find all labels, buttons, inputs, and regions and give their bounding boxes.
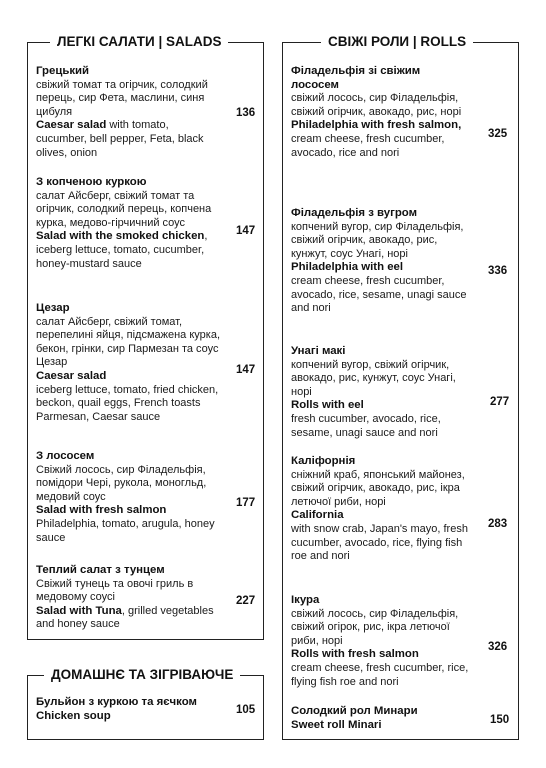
rolls-section [282, 34, 519, 740]
item-name-en: Philadelphia with fresh salmon, [291, 119, 462, 132]
menu-item-tuna [36, 564, 221, 632]
item-name-ua: Цезар [36, 302, 70, 314]
item-desc-ua: салат Айсберг, свіжий томат та огірчик, солодкий перець, копчена курка, медово-гірчичний соус [36, 189, 212, 229]
item-desc-en: , iceberg lettuce, tomato, cucumber, honey-mustard sauce [36, 230, 208, 270]
item-name-en: Salad with Tuna [36, 604, 122, 617]
menu-item-unagi-maki [291, 345, 471, 440]
item-name-en: Chicken soup [36, 709, 111, 722]
item-desc-ua: салат Айсберг, свіжий томат, перепелині яйця, підсмажена курка, бекон, грінки, сир Пармезан та соус Цезар [36, 315, 221, 369]
item-name-en: Salad with fresh salmon [36, 504, 167, 517]
item-price: 150 [490, 714, 510, 726]
menu-item-smoked-chicken [36, 176, 221, 271]
item-name-ua: Ікура [291, 594, 320, 606]
menu-item-caesar [36, 302, 221, 424]
item-name-ua: Бульйон з куркою та яєчком [36, 696, 197, 708]
salads-title: ЛЕГКІ САЛАТИ | SALADS [50, 34, 228, 50]
item-name-ua: Теплий салат з тунцем [36, 564, 165, 576]
item-name-ua: З копченою куркою [36, 176, 147, 188]
item-desc-en: fresh cucumber, avocado, rice, sesame, unagi sauce and nori [291, 412, 441, 439]
item-name-en: Rolls with fresh salmon [291, 648, 419, 661]
item-name-ua: Грецький [36, 65, 90, 77]
item-desc-ua: копчений вугор, сир Філадельфія, свіжий огірчик, авокадо, рис, кунжут, соус Унагі, норі [291, 220, 464, 260]
item-desc-ua: свіжий лосось, сир Філадельфія, свіжий огірок, рис, ікра летючої риби, норі [291, 607, 459, 647]
home-section [27, 667, 264, 740]
item-desc-ua: Свіжий лосось, сир Філадельфія, помідори Чері, рукола, моногльд, медовий соус [36, 463, 207, 503]
item-name-ua: З лососем [36, 450, 95, 462]
item-desc-ua: сніжний краб, японський майонез, свіжий огірчик, авокадо, рис, ікра летючої риби, норі [291, 468, 465, 508]
salads-section [27, 34, 264, 640]
item-name-ua: Солодкий рол Минари [291, 705, 418, 717]
item-price: 325 [488, 128, 508, 140]
item-name-en: Sweet roll Minari [291, 718, 382, 731]
item-price: 227 [236, 595, 256, 607]
item-price: 336 [488, 265, 508, 277]
item-desc-en: Philadelphia, tomato, arugula, honey sauce [36, 517, 215, 544]
item-desc-ua: свіжий лосось, сир Філадельфія, свіжий огірчик, авокадо, рис, норі [291, 92, 462, 118]
item-name-en: Rolls with eel [291, 399, 364, 412]
item-desc-en: cream cheese, fresh cucumber, avocado, rice, sesame, unagi sauce and nori [291, 274, 467, 315]
item-name-en: Philadelphia with eel [291, 261, 404, 274]
item-desc-ua: копчений вугор, свіжий огірчик, авокадо, рис, кунжут, соус Унагі, норі [291, 358, 456, 398]
item-name-en: California [291, 509, 344, 522]
item-price: 326 [488, 641, 508, 653]
menu-item-greek [36, 65, 221, 160]
home-title: ДОМАШНЄ ТА ЗІГРІВАЮЧЕ [44, 667, 240, 683]
menu-item-sweet-roll-minari [291, 705, 471, 732]
menu-item-california [291, 455, 471, 564]
item-desc-en: cream cheese, fresh cucumber, rice, flying fish roe and nori [291, 661, 469, 688]
item-desc-ua: свіжий томат та огірчик, солодкий перець, сир Фета, маслини, синя цибуля [36, 78, 208, 118]
item-name-ua: Філадельфія з вугром [291, 207, 418, 219]
menu-item-ikura [291, 594, 471, 689]
item-desc-en: , grilled vegetables and honey sauce [36, 604, 214, 631]
item-price: 277 [490, 396, 510, 408]
menu-item-salmon [36, 450, 221, 545]
item-name-ua: Унагі макі [291, 345, 346, 357]
item-price: 177 [236, 497, 256, 509]
item-price: 283 [488, 518, 508, 530]
item-desc-en: cream cheese, fresh cucumber, avocado, rice and nori [291, 132, 445, 159]
item-name-ua: Каліфорнія [291, 455, 356, 467]
item-desc-en: iceberg lettuce, tomato, fried chicken, beckon, quail eggs, French toasts Parmesan, Caesar sauce [36, 383, 219, 423]
item-price: 105 [236, 704, 256, 716]
item-price: 136 [236, 107, 256, 119]
item-price: 147 [236, 364, 256, 376]
menu-item-philadelphia-salmon [291, 65, 471, 160]
item-name-en: Salad with the smoked chicken [36, 230, 205, 243]
menu-item-philadelphia-eel [291, 207, 471, 316]
item-name-ua: Філадельфія зі свіжим лососем [291, 65, 421, 91]
menu-item-chicken-soup [36, 696, 226, 723]
item-name-en: Caesar salad [36, 369, 107, 382]
rolls-title: СВІЖІ РОЛИ | ROLLS [321, 34, 473, 50]
item-name-en: Caesar salad [36, 119, 107, 132]
item-desc-ua: Свіжий тунець та овочі гриль в медовому соусі [36, 577, 194, 604]
item-price: 147 [236, 225, 256, 237]
item-desc-en: with tomato, cucumber, bell pepper, Feta, black olives, onion [36, 119, 204, 159]
item-desc-en: with snow crab, Japan's mayo, fresh cucumber, avocado, rice, flying fish roe and nori [291, 522, 468, 563]
